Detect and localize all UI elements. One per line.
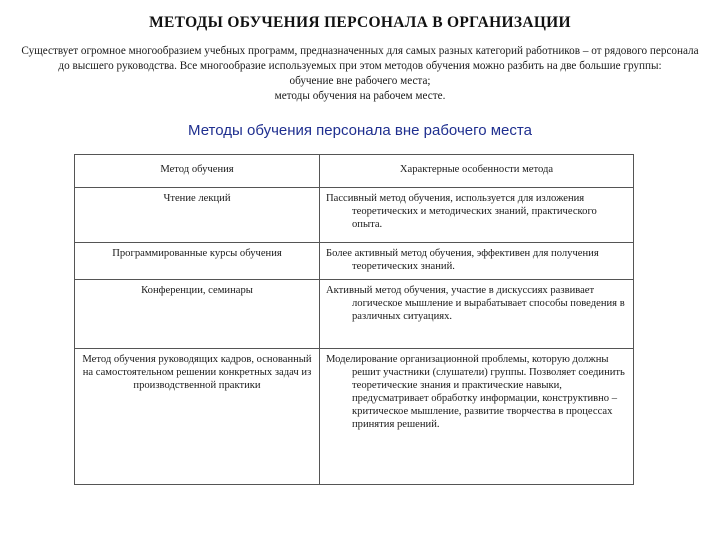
- method-cell: Чтение лекций: [75, 188, 320, 243]
- description-text: Более активный метод обучения, эффективен для получения теоретических знаний.: [326, 248, 599, 272]
- table-header-row: [75, 155, 634, 188]
- intro-group-1: обучение вне рабочего места;: [289, 75, 431, 87]
- description-cell: [320, 243, 634, 280]
- intro-text: [18, 44, 702, 104]
- table-row: [75, 349, 634, 485]
- page-title: МЕТОДЫ ОБУЧЕНИЯ ПЕРСОНАЛА В ОРГАНИЗАЦИИ: [149, 14, 571, 31]
- description-cell: [320, 280, 634, 349]
- table-row: [75, 243, 634, 280]
- column-header-method: Метод обучения: [75, 155, 320, 188]
- description-text: Активный метод обучения, участие в дискуссиях развивает логическое мышление и вырабатывает способы поведения в различных ситуациях.: [326, 285, 625, 322]
- method-cell: Конференции, семинары: [75, 280, 320, 349]
- intro-group-2: методы обучения на рабочем месте.: [274, 90, 446, 102]
- table-row: [75, 280, 634, 349]
- description-cell: [320, 349, 634, 485]
- intro-paragraph: Существует огромное многообразием учебных программ, предназначенных для самых разных категорий работников – от рядового персонала до высшего руководства. Все многообразие используемых при этом методов обучения можно разбить на две большие группы:: [21, 45, 699, 72]
- method-cell: Программированные курсы обучения: [75, 243, 320, 280]
- methods-table: [74, 154, 634, 485]
- description-cell: [320, 188, 634, 243]
- description-text: Пассивный метод обучения, используется для изложения теоретических и методических знаний, практического опыта.: [326, 193, 597, 230]
- method-cell: Метод обучения руководящих кадров, основанный на самостоятельном решении конкретных задач из производственной практики: [75, 349, 320, 485]
- description-text: Моделирование организационной проблемы, которую должны решит участники (слушатели) группы. Позволяет соединить теоретические знания и практические навыки, предусматривает обработку информации, конструктивно – критическое мышление, развитие творчества в процессах принятия решений.: [326, 354, 625, 430]
- table-row: [75, 188, 634, 243]
- section-heading: Методы обучения персонала вне рабочего места: [188, 122, 532, 139]
- column-header-features: Характерные особенности метода: [320, 155, 634, 188]
